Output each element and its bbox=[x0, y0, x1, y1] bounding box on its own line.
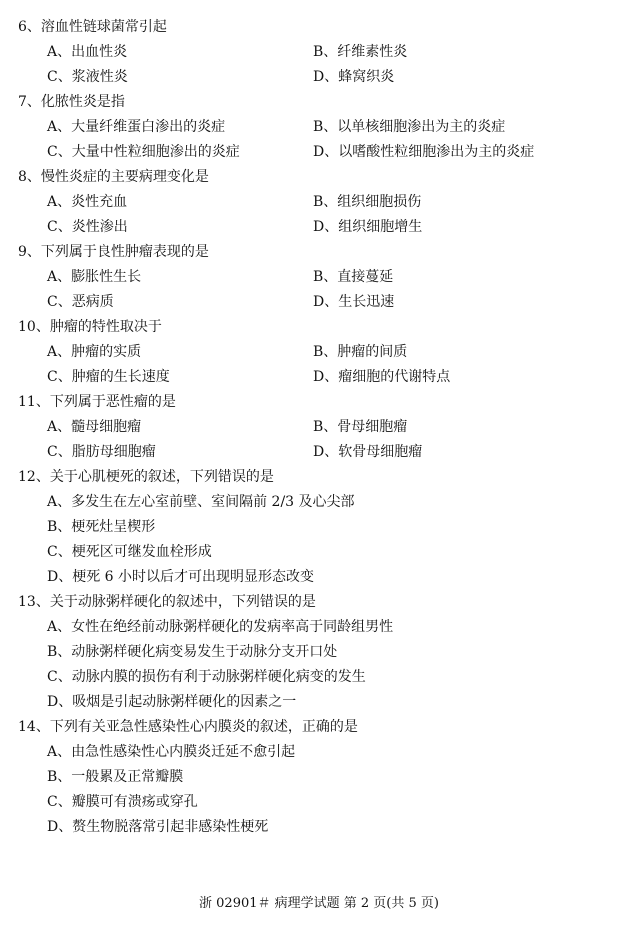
question-11-option-b: B、骨母细胞瘤 bbox=[313, 419, 408, 435]
question-13-option-b: B、动脉粥样硬化病变易发生于动脉分支开口处 bbox=[47, 644, 338, 660]
question-6-option-b: B、纤维素性炎 bbox=[313, 44, 408, 60]
question-12-option-d: D、梗死 6 小时以后才可出现明显形态改变 bbox=[47, 569, 315, 585]
question-9-option-c: C、恶病质 bbox=[47, 294, 114, 310]
question-6-option-d: D、蜂窝织炎 bbox=[313, 69, 395, 85]
question-7-option-c: C、大量中性粒细胞渗出的炎症 bbox=[47, 144, 240, 160]
question-7-option-a: A、大量纤维蛋白渗出的炎症 bbox=[47, 119, 226, 135]
question-8-option-b: B、组织细胞损伤 bbox=[313, 194, 422, 210]
question-8-option-d: D、组织细胞增生 bbox=[313, 219, 423, 235]
question-14-option-c: C、瓣膜可有溃疡或穿孔 bbox=[47, 794, 198, 810]
question-10-option-a: A、肿瘤的实质 bbox=[47, 344, 142, 360]
question-13-option-a: A、女性在绝经前动脉粥样硬化的发病率高于同龄组男性 bbox=[47, 619, 394, 635]
question-9-option-b: B、直接蔓延 bbox=[313, 269, 394, 285]
question-14-option-b: B、一般累及正常瓣膜 bbox=[47, 769, 184, 785]
question-11-option-d: D、软骨母细胞瘤 bbox=[313, 444, 423, 460]
question-9-option-d: D、生长迅速 bbox=[313, 294, 395, 310]
question-8-stem: 8、慢性炎症的主要病理变化是 bbox=[18, 169, 209, 185]
question-12-option-a: A、多发生在左心室前壁、室间隔前 2/3 及心尖部 bbox=[47, 494, 355, 510]
question-10-option-c: C、肿瘤的生长速度 bbox=[47, 369, 170, 385]
question-14-option-a: A、由急性感染性心内膜炎迁延不愈引起 bbox=[47, 744, 296, 760]
question-8-option-c: C、炎性渗出 bbox=[47, 219, 128, 235]
question-13-stem: 13、关于动脉粥样硬化的叙述中，下列错误的是 bbox=[18, 594, 316, 610]
question-12-stem: 12、关于心肌梗死的叙述，下列错误的是 bbox=[18, 469, 274, 485]
question-10-option-d: D、瘤细胞的代谢特点 bbox=[313, 369, 451, 385]
question-14-option-d: D、赘生物脱落常引起非感染性梗死 bbox=[47, 819, 269, 835]
question-12-option-b: B、梗死灶呈楔形 bbox=[47, 519, 156, 535]
question-10-option-b: B、肿瘤的间质 bbox=[313, 344, 408, 360]
question-7-option-b: B、以单核细胞渗出为主的炎症 bbox=[313, 119, 506, 135]
question-8-option-a: A、炎性充血 bbox=[47, 194, 128, 210]
question-6-option-c: C、浆液性炎 bbox=[47, 69, 128, 85]
question-10-stem: 10、肿瘤的特性取决于 bbox=[18, 319, 162, 335]
question-7-option-d: D、以嗜酸性粒细胞渗出为主的炎症 bbox=[313, 144, 535, 160]
question-6-option-a: A、出血性炎 bbox=[47, 44, 128, 60]
question-14-stem: 14、下列有关亚急性感染性心内膜炎的叙述，正确的是 bbox=[18, 719, 358, 735]
question-13-option-d: D、吸烟是引起动脉粥样硬化的因素之一 bbox=[47, 694, 297, 710]
question-11-stem: 11、下列属于恶性瘤的是 bbox=[18, 394, 176, 410]
page-footer: 浙 02901＃ 病理学试题 第 2 页(共 5 页) bbox=[199, 896, 439, 911]
question-6-stem: 6、溶血性链球菌常引起 bbox=[18, 19, 167, 35]
question-7-stem: 7、化脓性炎是指 bbox=[18, 94, 125, 110]
question-9-stem: 9、下列属于良性肿瘤表现的是 bbox=[18, 244, 209, 260]
question-9-option-a: A、膨胀性生长 bbox=[47, 269, 142, 285]
question-11-option-a: A、髓母细胞瘤 bbox=[47, 419, 142, 435]
question-13-option-c: C、动脉内膜的损伤有利于动脉粥样硬化病变的发生 bbox=[47, 669, 366, 685]
question-12-option-c: C、梗死区可继发血栓形成 bbox=[47, 544, 212, 560]
question-11-option-c: C、脂肪母细胞瘤 bbox=[47, 444, 156, 460]
